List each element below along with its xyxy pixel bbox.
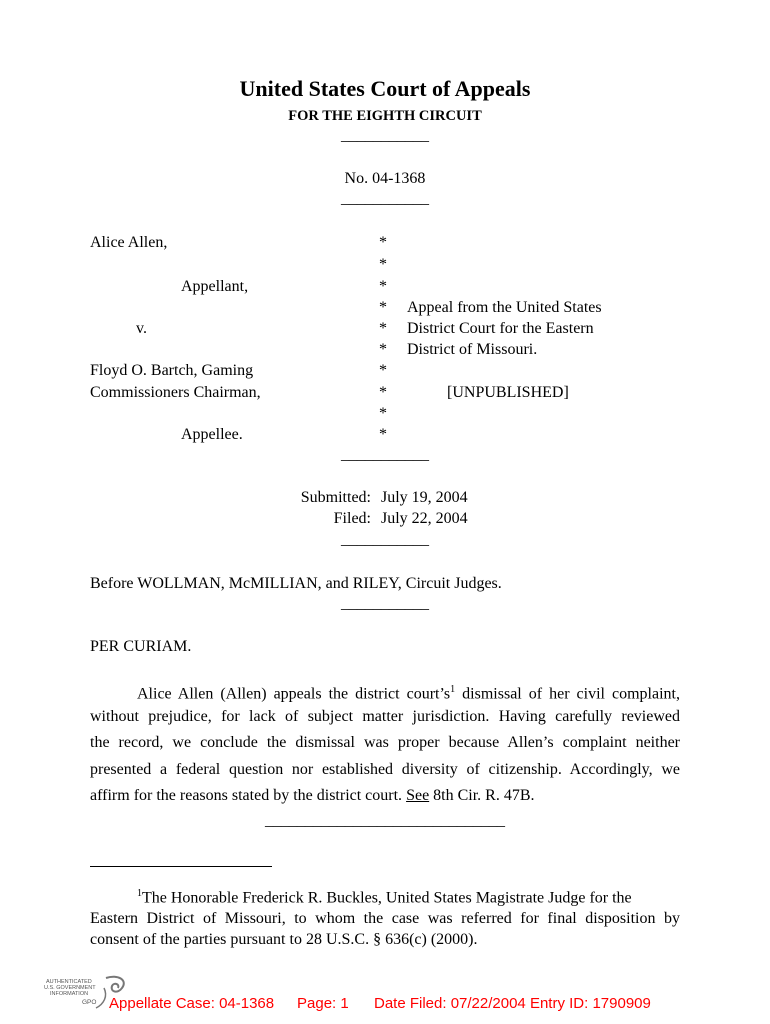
caption-star: *: [379, 426, 387, 443]
opinion-line: presented a federal question nor established diversity of citizenship. Accordingly, we: [90, 761, 680, 778]
appellant-role: Appellant,: [181, 278, 249, 295]
caption-star: *: [379, 341, 387, 358]
per-curiam-heading: PER CURIAM.: [90, 638, 192, 655]
footer-page: Page: 1: [297, 995, 349, 1012]
appellee-name: Commissioners Chairman,: [90, 384, 261, 401]
appellant-name: Alice Allen,: [90, 234, 168, 251]
logo-text: INFORMATION: [50, 991, 89, 997]
logo-text: AUTHENTICATED: [46, 979, 92, 985]
separator-rule: ___________: [341, 595, 429, 612]
caption-star: *: [379, 256, 387, 273]
appeal-from-line: Appeal from the United States: [407, 299, 602, 316]
appeal-from-line: District Court for the Eastern: [407, 320, 594, 337]
appellee-role: Appellee.: [181, 426, 243, 443]
circuit-subtitle: FOR THE EIGHTH CIRCUIT: [288, 108, 482, 124]
opinion-text: 8th Cir. R. 47B.: [429, 787, 535, 804]
logo-text: U.S. GOVERNMENT: [44, 985, 96, 991]
submitted-date: July 19, 2004: [381, 489, 468, 506]
end-of-opinion-rule: ______________________________: [265, 812, 505, 829]
submitted-label: Submitted:: [300, 489, 371, 506]
logo-text: GPO: [82, 999, 97, 1006]
separator-rule: ___________: [341, 190, 429, 207]
caption-star: *: [379, 384, 387, 401]
opinion-line: [90, 783, 535, 810]
opinion-text: dismissal of her civil complaint,: [455, 685, 680, 703]
versus: v.: [136, 320, 147, 337]
eagle-icon: [106, 977, 124, 992]
separator-rule: ___________: [341, 127, 429, 144]
caption-star: *: [379, 362, 387, 379]
caption-star: *: [379, 278, 387, 295]
filed-label: Filed:: [333, 510, 371, 527]
case-number: No. 04-1368: [344, 170, 426, 187]
footnote-text: The Honorable Frederick R. Buckles, United States Magistrate Judge for the: [142, 889, 632, 907]
judges-panel: Before WOLLMAN, McMILLIAN, and RILEY, Circuit Judges.: [90, 575, 502, 592]
appeal-from-line: District of Missouri.: [407, 341, 538, 358]
footnote-line: [137, 888, 632, 907]
unpublished-label: [UNPUBLISHED]: [447, 384, 569, 401]
appellee-name: Floyd O. Bartch, Gaming: [90, 362, 254, 379]
caption-star: *: [379, 405, 387, 422]
opinion-line: the record, we conclude the dismissal was proper because Allen’s complaint neither: [90, 734, 680, 751]
footnote-reference: 1: [450, 684, 456, 695]
filed-date: July 22, 2004: [381, 510, 468, 527]
separator-rule: ___________: [341, 446, 429, 463]
footnote-line: Eastern District of Missouri, to whom the case was referred for final disposition by: [90, 910, 680, 927]
caption-star: *: [379, 299, 387, 316]
footnote-line: consent of the parties pursuant to 28 U.S.C. § 636(c) (2000).: [90, 931, 478, 948]
caption-star: *: [379, 320, 387, 337]
footnote-divider: [90, 866, 272, 867]
separator-rule: ___________: [341, 531, 429, 548]
court-title: United States Court of Appeals: [239, 76, 531, 101]
opinion-text: affirm for the reasons stated by the district court.: [90, 787, 407, 804]
footnote-marker: 1: [137, 888, 142, 899]
opinion-text: Alice Allen (Allen) appeals the district court’s: [137, 685, 451, 703]
eagle-wing-icon: [96, 988, 106, 1008]
footer-case: Appellate Case: 04-1368: [109, 995, 275, 1012]
footer-filed-entry: Date Filed: 07/22/2004 Entry ID: 1790909: [374, 995, 651, 1012]
opinion-line: without prejudice, for lack of subject matter jurisdiction. Having carefully reviewed: [90, 708, 680, 725]
see-citation-signal: See: [406, 787, 430, 804]
caption-star: *: [379, 234, 387, 251]
